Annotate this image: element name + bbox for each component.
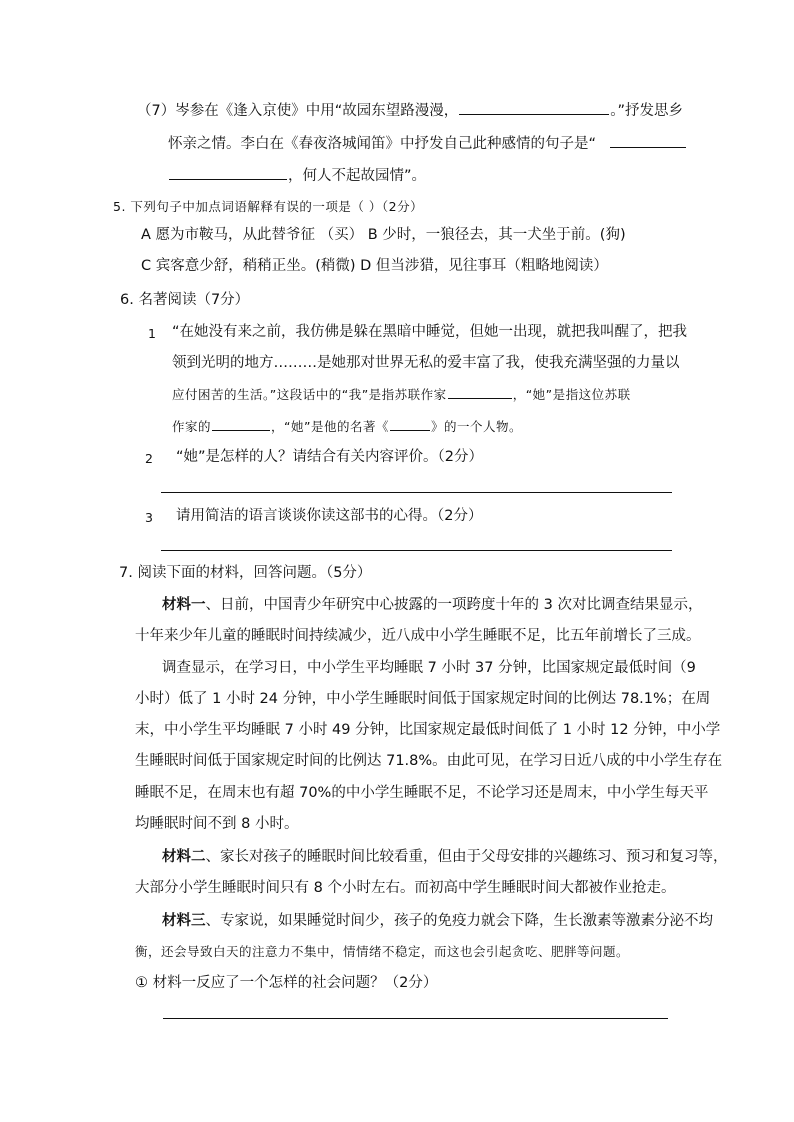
answer-line[interactable] <box>163 1018 668 1019</box>
q6-item1-text-d: ，“她”是他的名著《 <box>271 419 389 434</box>
q4-7-text-c: 怀亲之情。李白在《春夜洛城闻笛》中抒发自己此种感情的句子是“ <box>168 136 597 152</box>
q7-material1-line2: 十年来少年儿童的睡眠时间持续减少，近八成中小学生睡眠不足，比五年前增长了三成。 <box>135 628 701 644</box>
q6-item2-number: 2 <box>145 451 154 466</box>
q6-item3-number: 3 <box>145 510 154 525</box>
q7-para-line1: 调查显示，在学习日，中小学生平均睡眠 7 小时 37 分钟，比国家规定最低时间（9 <box>162 660 696 676</box>
q6-item1-text-c: 作家的 <box>172 419 212 434</box>
answer-blank[interactable] <box>448 384 512 399</box>
q7-material2-line2: 大部分小学生睡眠时间只有 8 个小时左右。而初高中学生睡眠时间大都被作业抢走。 <box>135 880 676 896</box>
q6-item1-line2: 领到光明的地方………是她那对世界无私的爱丰富了我，使我充满坚强的力量以 <box>172 355 680 371</box>
answer-line[interactable] <box>161 492 672 493</box>
q4-7-text-a: （7）岑参在《逢入京使》中用“故园东望路漫漫， <box>137 103 459 119</box>
answer-blank[interactable] <box>459 100 609 115</box>
q6-item1-line1: “在她没有来之前，我仿佛是躲在黑暗中睡觉，但她一出现，就把我叫醒了，把我 <box>172 324 688 340</box>
q4-7-text-d: ，何人不起故园情”。 <box>288 168 427 184</box>
material3-text: 、专家说，如果睡觉时间少，孩子的免疫力就会下降，生长激素等激素分泌不均 <box>205 913 713 929</box>
q6-item1-number: 1 <box>148 326 157 341</box>
q6-item1-text-b: ，“她”是指这位苏联 <box>512 387 631 402</box>
q4-7-line2 <box>168 133 687 154</box>
q4-7-line1 <box>137 100 683 121</box>
material1-label: 材料一 <box>162 597 206 613</box>
answer-line[interactable] <box>161 550 672 551</box>
q4-7-text-b: 。”抒发思乡 <box>610 103 684 119</box>
q4-7-line3 <box>168 165 426 186</box>
q7-stem: 7. 阅读下面的材料，回答问题。（5分） <box>119 565 372 581</box>
material3-label: 材料三 <box>162 913 206 929</box>
q7-para-line6: 均睡眠时间不到 8 小时。 <box>135 816 299 832</box>
material2-label: 材料二 <box>162 849 206 865</box>
answer-blank[interactable] <box>390 416 430 431</box>
q6-item1-line4 <box>172 416 522 437</box>
q7-material1-line1 <box>162 595 702 615</box>
material2-text: 、家长对孩子的睡眠时间比较看重，但由于父母安排的兴趣练习、预习和复习等， <box>205 849 728 865</box>
q7-para-line5: 睡眠不足，在周末也有超 70%的中小学生睡眠不足，不论学习还是周末，中小学生每天平 <box>135 785 709 801</box>
q7-para-line3: 末，中小学生平均睡眠 7 小时 49 分钟，比国家规定最低时间低了 1 小时 12 分钟，中小学 <box>135 722 721 738</box>
q6-stem: 6. 名著阅读（7分） <box>120 292 250 308</box>
answer-blank[interactable] <box>610 133 686 148</box>
q7-material3-line1 <box>162 911 713 931</box>
q7-sub1: ① 材料一反应了一个怎样的社会问题？（2分） <box>135 975 438 991</box>
q6-item2-text: “她”是怎样的人？请结合有关内容评价。（2分） <box>176 449 483 465</box>
q7-material3-line2: 衡，还会导致白天的注意力不集中，情情绪不稳定，而这也会引起贪吃、肥胖等问题。 <box>135 944 630 959</box>
answer-blank[interactable] <box>169 165 287 180</box>
material1-text: 、日前，中国青少年研究中心披露的一项跨度十年的 3 次对比调查结果显示， <box>205 597 703 613</box>
q7-para-line2: 小时）低了 1 小时 24 分钟，中小学生睡眠时间低于国家规定时间的比例达 78.1%；在周 <box>135 691 711 707</box>
answer-blank[interactable] <box>212 416 270 431</box>
q6-item3-text: 请用简洁的语言谈谈你读这部书的心得。（2分） <box>176 508 483 524</box>
q6-item1-text-e: 》的一个人物。 <box>430 419 522 434</box>
q7-material2-line1 <box>162 847 728 867</box>
q5-stem: 5. 下列句子中加点词语解释有误的一项是（ ）（2分） <box>113 199 424 214</box>
q5-options-ab: A 愿为市鞍马，从此替爷征 （买） B 少时，一狼径去，其一犬坐于前。(狗) <box>141 227 626 243</box>
q6-item1-text-a: 应付困苦的生活。”这段话中的“我”是指苏联作家 <box>172 387 447 402</box>
q6-item1-line3 <box>172 384 631 405</box>
q5-options-cd: C 宾客意少舒，稍稍正坐。(稍微) D 但当涉猎，见往事耳（粗略地阅读） <box>141 258 608 274</box>
q7-para-line4: 生睡眠时间低于国家规定时间的比例达 71.8%。由此可见，在学习日近八成的中小学生存在 <box>135 753 723 769</box>
